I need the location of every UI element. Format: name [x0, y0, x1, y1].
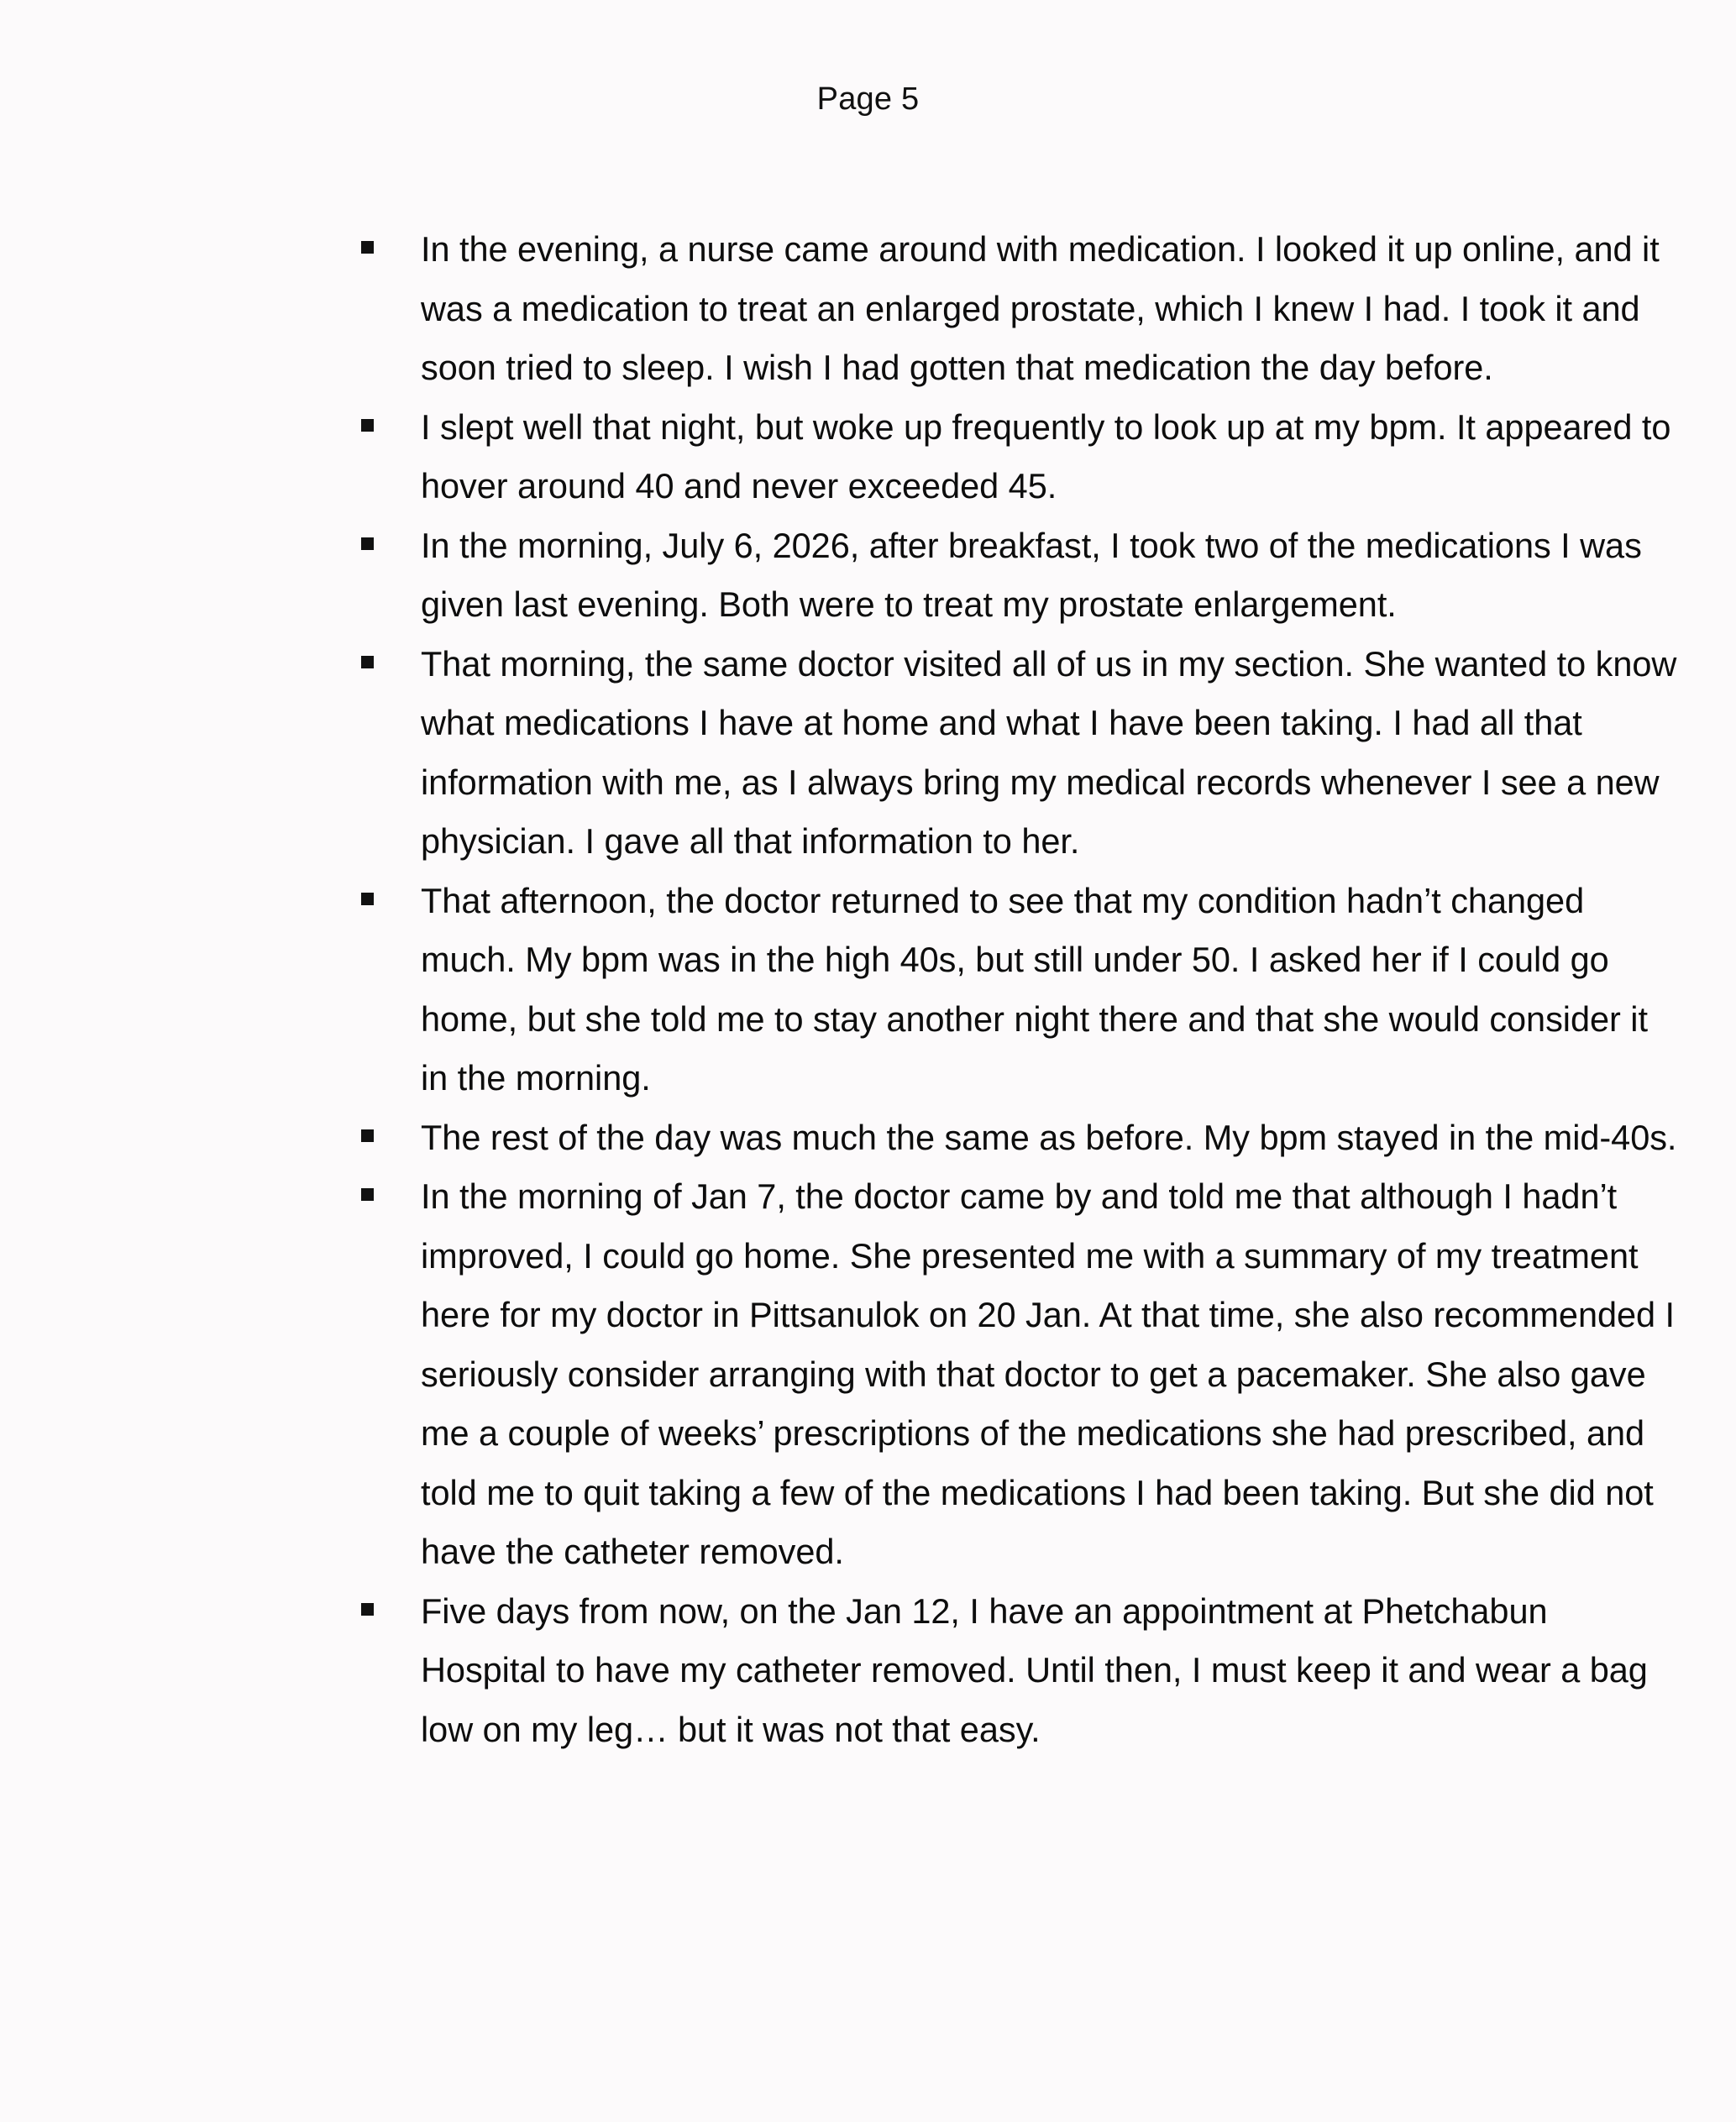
square-bullet-icon: [361, 1603, 374, 1616]
square-bullet-icon: [361, 1129, 374, 1142]
bullet-list: [353, 220, 1686, 1759]
list-item-text: That morning, the same doctor visited all of us in my section. She wanted to know what medications I have at home and what I have been taking. I had all that information with me, as I always bring my medical records whenever I see a new physician. I gave all that information to her.: [421, 643, 1677, 861]
list-item-text: Five days from now, on the Jan 12, I have an appointment at Phetchabun Hospital to have my catheter removed. Until then, I must keep it and wear a bag low on my leg… but it was not that easy.: [421, 1590, 1648, 1749]
list-item: [353, 220, 1679, 398]
list-item-text: In the morning of Jan 7, the doctor came by and told me that although I hadn’t improved, I could go home. She presented me with a summary of my treatment here for my doctor in Pittsanulok on 20 Jan. At that time, she also recommended I seriously consider arranging with that doctor to get a pacemaker. She also gave me a couple of weeks’ prescriptions of the medications she had prescribed, and told me to quit taking a few of the medications I had been taking. But she did not have the catheter removed.: [421, 1176, 1676, 1571]
list-item: [353, 872, 1679, 1108]
list-item-text: In the evening, a nurse came around with medication. I looked it up online, and it was a medication to treat an enlarged prostate, which I knew I had. I took it and soon tried to sleep. I wish I had gotten that medication the day before.: [421, 229, 1660, 387]
list-item: [353, 398, 1679, 516]
list-item-text: The rest of the day was much the same as before. My bpm stayed in the mid-40s.: [421, 1117, 1677, 1157]
list-item-text: I slept well that night, but woke up frequently to look up at my bpm. It appeared to hover around 40 and never exceeded 45.: [421, 406, 1671, 506]
list-item-text: In the morning, July 6, 2026, after breakfast, I took two of the medications I was given last evening. Both were to treat my prostate enlargement.: [421, 525, 1642, 624]
list-item: [353, 1582, 1679, 1760]
square-bullet-icon: [361, 656, 374, 668]
list-item-text: That afternoon, the doctor returned to see that my condition hadn’t changed much. My bpm was in the high 40s, but still under 50. I asked her if I could go home, but she told me to stay another night there and that she would consider it in the morning.: [421, 880, 1648, 1098]
square-bullet-icon: [361, 537, 374, 550]
list-item: [353, 635, 1679, 872]
list-item: [353, 1108, 1679, 1168]
square-bullet-icon: [361, 419, 374, 432]
square-bullet-icon: [361, 241, 374, 254]
list-item: [353, 1167, 1679, 1582]
document-body: [0, 220, 1736, 1759]
list-item: [353, 516, 1679, 635]
page-title: Page 5: [816, 81, 920, 117]
square-bullet-icon: [361, 893, 374, 905]
square-bullet-icon: [361, 1188, 374, 1201]
